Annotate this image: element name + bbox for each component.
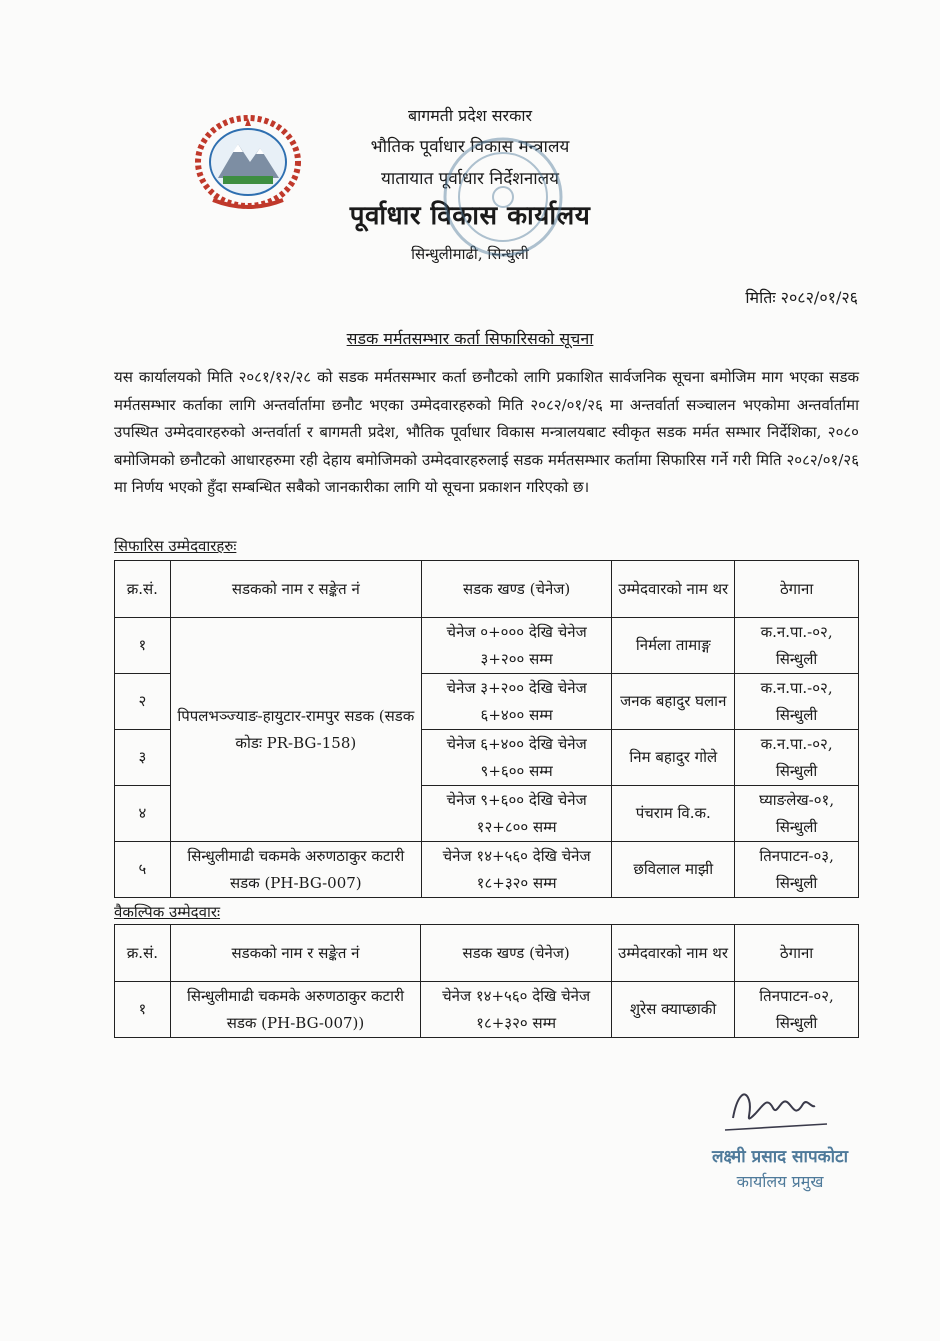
- row-address: क.न.पा.-०२, सिन्धुली: [735, 674, 859, 730]
- row-segment: चेनेज ०+००० देखि चेनेज ३+२०० सम्म: [421, 618, 611, 674]
- header-segment: सडक खण्ड (चेनेज): [421, 925, 612, 982]
- handwritten-signature: [715, 1078, 835, 1140]
- header-sn: क्र.सं.: [115, 561, 171, 618]
- header-candidate: उम्मेदवारको नाम थर: [612, 561, 735, 618]
- table-header-row: [115, 925, 859, 982]
- row-sn: ४: [115, 786, 171, 842]
- recommended-heading: सिफारिस उम्मेदवारहरुः: [114, 537, 237, 555]
- row-address: क.न.पा.-०२, सिन्धुली: [735, 730, 859, 786]
- row-sn: ५: [115, 842, 171, 898]
- header-address: ठेगाना: [735, 561, 859, 618]
- row-candidate: पंचराम वि.क.: [612, 786, 735, 842]
- notice-date: मितिः २०८२/०१/२६: [745, 288, 858, 307]
- row-candidate: छविलाल माझी: [612, 842, 735, 898]
- header-ministry: भौतिक पूर्वाधार विकास मन्त्रालय: [370, 137, 570, 157]
- row-segment: चेनेज ९+६०० देखि चेनेज १२+८०० सम्म: [421, 786, 611, 842]
- row-address: तिनपाटन-०२, सिन्धुली: [735, 982, 859, 1038]
- header-directorate: यातायात पूर्वाधार निर्देशनालय: [380, 169, 560, 189]
- row-segment: चेनेज १४+५६० देखि चेनेज १८+३२० सम्म: [421, 842, 611, 898]
- table-row: [115, 842, 859, 898]
- row-segment: चेनेज १४+५६० देखि चेनेज १८+३२० सम्म: [421, 982, 612, 1038]
- alternate-heading: वैकल्पिक उम्मेदवारः: [114, 903, 221, 921]
- notice-title: सडक मर्मतसम्भार कर्ता सिफारिसको सूचना: [346, 329, 594, 348]
- header-address: ठेगाना: [735, 925, 859, 982]
- header-province: बागमती प्रदेश सरकार: [407, 106, 533, 125]
- notice-body: यस कार्यालयको मिति २०८१/१२/२८ को सडक मर्मतसम्भार कर्ता छनौटको लागि प्रकाशित सार्वजनिक सूचना बमोजिम माग भएका सडक मर्मतसम्भार कर्ताका लागि अन्तर्वार्तामा छनौट भएका उम्मेदवारहरुको मिति २०८२/०१/२६ मा अन्तर्वार्ता सञ्चालन भएकोमा अन्तर्वार्तामा उपस्थित उम्मेदवारहरुको अन्तर्वार्ता र बागमती प्रदेश, भौतिक पूर्वाधार विकास मन्त्रालयबाट स्वीकृत सडक मर्मत सम्भार निर्देशिका, २०८० बमोजिमको छनौटको आधारहरुमा रही देहाय बमोजिमको उम्मेदवारहरुलाई सडक मर्मतसम्भार कर्तामा सिफारिस गर्ने गरी मिति २०८२/०१/२६ मा निर्णय भएको हुँदा सम्बन्धित सबैको जानकारीका लागि यो सूचना प्रकाशन गरिएको छ।: [114, 368, 859, 497]
- row-sn: १: [115, 982, 171, 1038]
- signatory-title: कार्यालय प्रमुख: [736, 1172, 824, 1191]
- row-address: क.न.पा.-०२, सिन्धुली: [735, 618, 859, 674]
- table-header-row: [115, 561, 859, 618]
- office-stamp: [438, 132, 568, 262]
- header-segment: सडक खण्ड (चेनेज): [421, 561, 611, 618]
- row-sn: ३: [115, 730, 171, 786]
- row-sn: १: [115, 618, 171, 674]
- row-sn: २: [115, 674, 171, 730]
- header-location: सिन्धुलीमाढी, सिन्धुली: [411, 245, 529, 263]
- row-road: सिन्धुलीमाढी चकमके अरुणठाकुर कटारी सडक (PH-BG-007): [170, 842, 421, 898]
- row-candidate: निर्मला तामाङ्ग: [612, 618, 735, 674]
- row-candidate: निम बहादुर गोले: [612, 730, 735, 786]
- row-candidate: जनक बहादुर घलान: [612, 674, 735, 730]
- table-row: [115, 982, 859, 1038]
- signatory-name: लक्ष्मी प्रसाद सापकोटा: [711, 1147, 849, 1167]
- header-candidate: उम्मेदवारको नाम थर: [612, 925, 735, 982]
- row-address: घ्याङलेख-०१, सिन्धुली: [735, 786, 859, 842]
- row-segment: चेनेज ३+२०० देखि चेनेज ६+४०० सम्म: [421, 674, 611, 730]
- table-row: [115, 618, 859, 674]
- row-address: तिनपाटन-०३, सिन्धुली: [735, 842, 859, 898]
- header-sn: क्र.सं.: [115, 925, 171, 982]
- row-road: पिपलभञ्ज्याङ-हायुटार-रामपुर सडक (सडक कोडः PR-BG-158): [170, 618, 421, 842]
- row-candidate: शुरेस क्याप्छाकी: [612, 982, 735, 1038]
- header-office: पूर्वाधार विकास कार्यालय: [349, 201, 591, 231]
- recommended-table: [114, 560, 859, 898]
- header-road: सडकको नाम र सङ्केत नं: [170, 925, 420, 982]
- row-road: सिन्धुलीमाढी चकमके अरुणठाकुर कटारी सडक (PH-BG-007)): [170, 982, 420, 1038]
- row-segment: चेनेज ६+४०० देखि चेनेज ९+६०० सम्म: [421, 730, 611, 786]
- header-road: सडकको नाम र सङ्केत नं: [170, 561, 421, 618]
- alternate-table: [114, 924, 859, 1038]
